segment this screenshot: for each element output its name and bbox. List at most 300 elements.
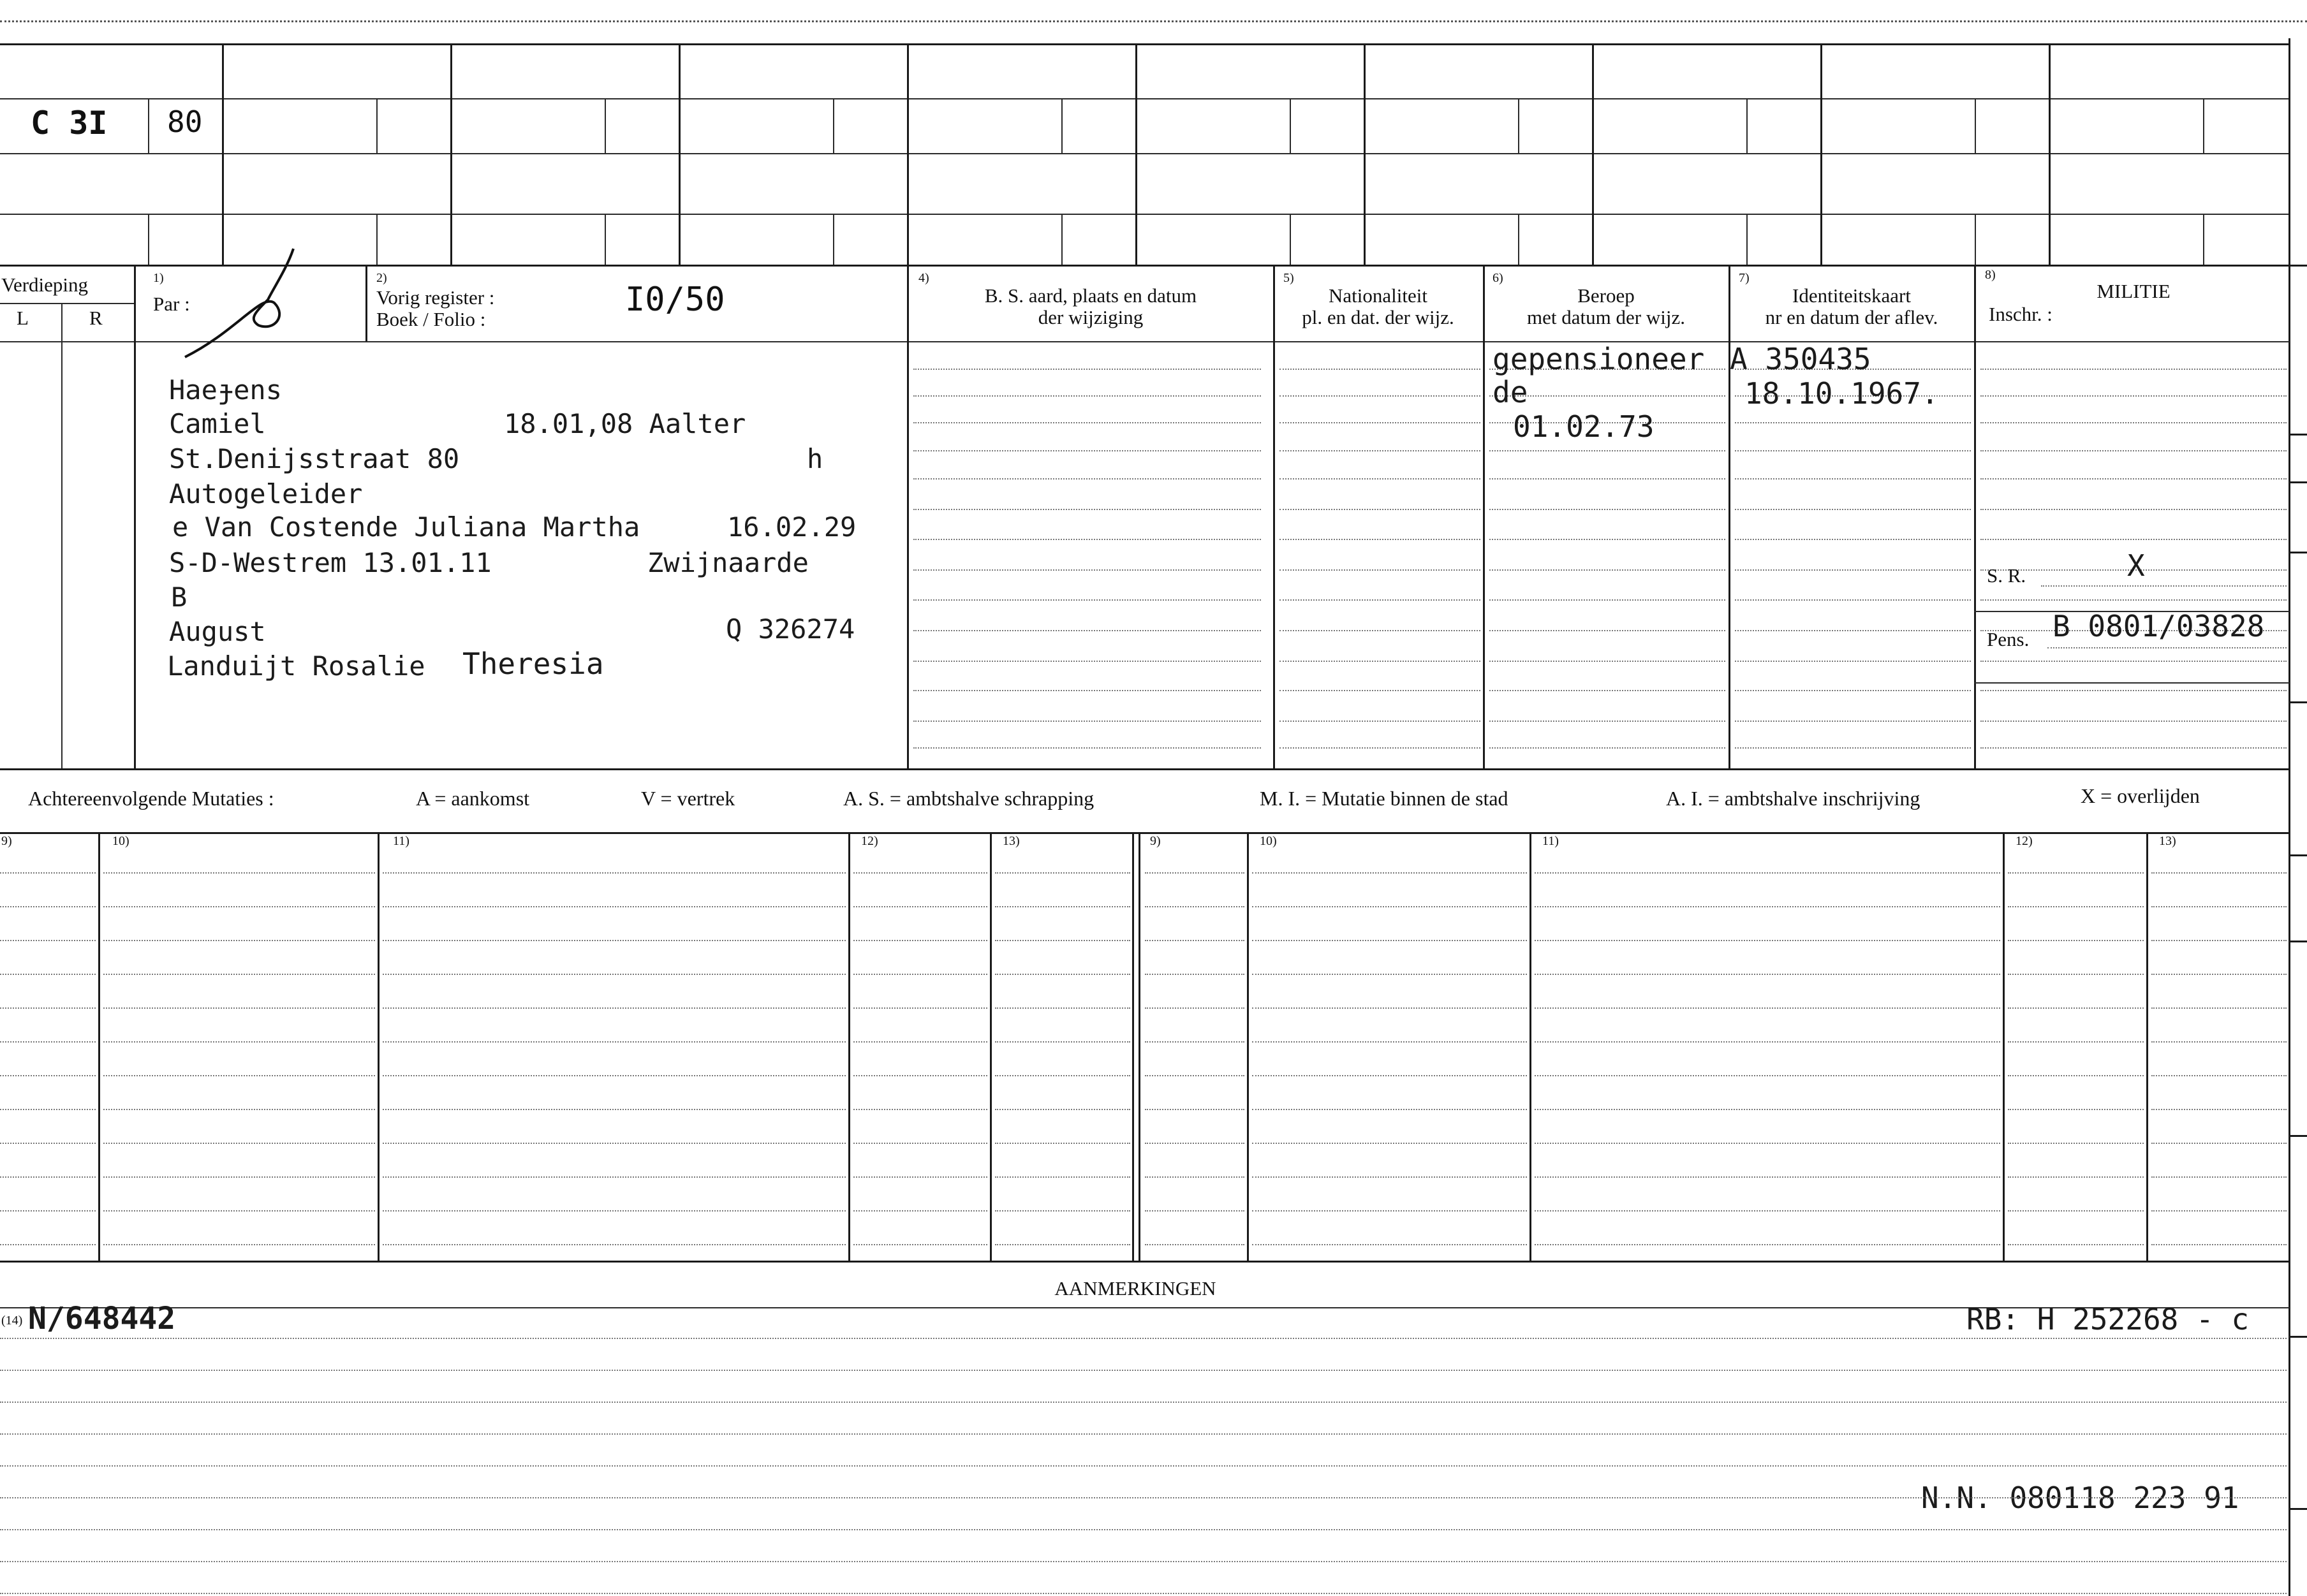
mutation-row-line <box>1145 1210 1244 1212</box>
col-divider <box>907 265 909 770</box>
mutation-row-line <box>1535 1109 2000 1110</box>
col-divider <box>365 265 367 341</box>
mutation-row-line <box>103 1210 375 1212</box>
remark-row-line <box>0 1497 2287 1498</box>
mutation-row-line <box>2008 906 2144 907</box>
mutation-row-line <box>1145 906 1244 907</box>
col4-number: 4) <box>918 271 929 285</box>
mutation-row-line <box>1535 1007 2000 1009</box>
mutation-row-line <box>103 1244 375 1245</box>
mutation-row-line <box>383 872 846 874</box>
grid-divider <box>679 43 681 265</box>
mutation-row-line <box>2151 1007 2287 1009</box>
grid-divider <box>2049 43 2051 265</box>
mutation-row-line <box>2151 940 2287 941</box>
mutation-row-line <box>103 974 375 975</box>
entry-row-line <box>1735 478 1971 480</box>
mutation-row-line <box>995 906 1130 907</box>
mutation-row-line <box>2151 1041 2287 1043</box>
grid-divider <box>450 43 452 265</box>
mutation-row-line <box>0 940 96 941</box>
top-grid-line <box>0 214 2290 215</box>
mut-col13b: 13) <box>2159 834 2176 848</box>
col6-number: 6) <box>1493 271 1503 285</box>
grid-subdivider <box>2203 98 2204 153</box>
remark-row-line <box>0 1370 2287 1371</box>
top-grid-line <box>0 153 2290 154</box>
mutation-row-line <box>1145 974 1244 975</box>
entry-row-line <box>1980 721 2287 722</box>
bs-label-2: der wijziging <box>1038 306 1144 328</box>
grid-subdivider <box>1975 98 1976 153</box>
card-code: C 3I <box>31 105 108 142</box>
handwritten-mark <box>179 242 306 370</box>
edge-tick <box>2290 434 2307 436</box>
mutation-row-line <box>995 1210 1130 1212</box>
mut-col-divider <box>98 832 100 1261</box>
father-name: August <box>169 616 266 647</box>
mutation-row-line <box>1252 1176 1527 1178</box>
person-address-mark: h <box>807 443 823 474</box>
mutation-row-line <box>1535 1075 2000 1076</box>
entry-row-line <box>913 721 1261 722</box>
header-row-line <box>0 341 2290 342</box>
mutation-row-line <box>2151 906 2287 907</box>
entry-row-line <box>913 569 1261 571</box>
entry-row-line <box>1279 509 1480 510</box>
grid-divider <box>1364 43 1366 265</box>
col-divider <box>1273 265 1275 770</box>
grid-divider <box>907 43 909 265</box>
entry-row-line <box>1735 721 1971 722</box>
top-grid-line <box>0 98 2290 99</box>
mutation-row-line <box>1145 1143 1244 1144</box>
mutation-row-line <box>0 1176 96 1178</box>
mutation-row-line <box>383 1007 846 1009</box>
mutation-row-line <box>2008 1075 2144 1076</box>
mutation-row-line <box>2008 1244 2144 1245</box>
aanmerkingen-num: (14) <box>1 1314 23 1328</box>
mutation-row-line <box>0 1210 96 1212</box>
mutation-row-line <box>995 1176 1130 1178</box>
entry-row-line <box>1489 539 1725 540</box>
edge-tick <box>2290 1508 2307 1510</box>
remark-row-line <box>0 1433 2287 1435</box>
remark-row-line <box>0 1529 2287 1530</box>
mut-col-divider <box>1132 832 1134 1261</box>
mutation-row-line <box>2151 872 2287 874</box>
beroep-label-1: Beroep <box>1577 284 1635 307</box>
edge-tick <box>2290 941 2307 942</box>
entry-row-line <box>1489 478 1725 480</box>
top-edge <box>0 20 2307 22</box>
mutation-row-line <box>0 872 96 874</box>
mutation-row-line <box>1252 1244 1527 1245</box>
mut-col9: 9) <box>1 834 12 848</box>
spouse-date: 16.02.29 <box>727 511 857 543</box>
mutation-row-line <box>2008 872 2144 874</box>
mother-name-extra: Theresia <box>462 647 604 681</box>
mutation-row-line <box>383 1210 846 1212</box>
edge-tick <box>2290 854 2307 856</box>
grid-divider <box>222 43 224 265</box>
remark-row-line <box>0 1465 2287 1467</box>
id-number: Q 326274 <box>726 613 855 645</box>
mutation-row-line <box>2151 1244 2287 1245</box>
mut-col-divider <box>378 832 380 1261</box>
legend-x: X = overlijden <box>2081 784 2200 807</box>
legend-ai: A. I. = ambtshalve inschrijving <box>1666 787 1920 810</box>
mutation-row-line <box>1535 1143 2000 1144</box>
mut-col-divider <box>990 832 992 1261</box>
aanmerkingen-line <box>0 1307 2290 1308</box>
par-label: Par : <box>153 293 190 315</box>
beroep-value-2: de <box>1493 375 1528 409</box>
col5-number: 5) <box>1283 271 1294 285</box>
mutation-row-line <box>2008 1143 2144 1144</box>
entry-row-line <box>1279 369 1480 370</box>
mut-col9b: 9) <box>1150 834 1161 848</box>
person-address: St.Denijsstraat 80 <box>169 443 460 474</box>
aanmerkingen-title: AANMERKINGEN <box>1054 1277 1216 1299</box>
person-surname: Haeɟens <box>169 374 283 406</box>
mut-col12: 12) <box>861 834 878 848</box>
mutation-row-line <box>0 1007 96 1009</box>
grid-subdivider <box>1290 214 1291 265</box>
entry-row-line <box>913 539 1261 540</box>
mutation-row-line <box>0 1041 96 1043</box>
grid-subdivider <box>148 214 149 265</box>
mutation-row-line <box>103 1007 375 1009</box>
identiteitskaart-label-2: nr en datum der aflev. <box>1765 306 1938 328</box>
mutation-row-line <box>2151 974 2287 975</box>
mutation-row-line <box>1252 940 1527 941</box>
col-divider <box>1974 265 1976 770</box>
mutation-row-line <box>2151 1176 2287 1178</box>
spouse-place2: Zwijnaarde <box>647 547 809 578</box>
grid-subdivider <box>376 98 378 153</box>
mutation-row-line <box>853 1109 987 1110</box>
grid-subdivider <box>376 214 378 265</box>
entry-row-line <box>1980 369 2287 370</box>
national-number: N.N. 080118 223 91 <box>1921 1481 2239 1515</box>
entry-row-line <box>913 478 1261 480</box>
legend-as: A. S. = ambtshalve schrapping <box>843 787 1095 810</box>
boek-folio-label: Boek / Folio : <box>376 308 486 330</box>
mutation-row-line <box>1145 1109 1244 1110</box>
mut-col10: 10) <box>112 834 129 848</box>
grid-subdivider <box>1518 98 1519 153</box>
entry-row-line <box>1489 661 1725 662</box>
grid-divider <box>1820 43 1822 265</box>
entry-row-line <box>1279 630 1480 631</box>
beroep-value-1: gepensioneer <box>1493 342 1705 376</box>
person-firstname: Camiel <box>169 408 266 439</box>
entry-row-line <box>1735 539 1971 540</box>
mut-col-divider <box>1139 832 1140 1261</box>
mut-col10b: 10) <box>1260 834 1277 848</box>
mutation-row-line <box>2008 1041 2144 1043</box>
mutation-row-line <box>383 1143 846 1144</box>
mutation-row-line <box>2151 1210 2287 1212</box>
mutation-row-line <box>383 1176 846 1178</box>
mutation-row-line <box>383 940 846 941</box>
mut-col-divider <box>2003 832 2005 1261</box>
mutation-row-line <box>0 906 96 907</box>
mut-col-divider <box>1247 832 1249 1261</box>
entry-row-line <box>1279 539 1480 540</box>
mutation-row-line <box>2151 1075 2287 1076</box>
mut-col13: 13) <box>1003 834 1020 848</box>
mutation-row-line <box>0 1143 96 1144</box>
sr-value: X <box>2127 548 2145 583</box>
entry-row-line <box>1735 599 1971 601</box>
entry-row-line <box>913 661 1261 662</box>
mutation-row-line <box>2008 1007 2144 1009</box>
sr-label: S. R. <box>1987 564 2026 587</box>
mut-col12b: 12) <box>2016 834 2033 848</box>
entry-row-line <box>1735 630 1971 631</box>
mutation-row-line <box>1252 1041 1527 1043</box>
mutation-row-line <box>103 906 375 907</box>
mutation-row-line <box>2008 940 2144 941</box>
mutation-row-line <box>2151 1143 2287 1144</box>
entry-row-line <box>913 599 1261 601</box>
entry-row-line <box>1980 539 2287 540</box>
mutaties-bottom-line <box>0 1261 2290 1263</box>
aanmerkingen-right: RB: H 252268 - c <box>1966 1302 2250 1336</box>
mutation-row-line <box>103 1041 375 1043</box>
entry-row-line <box>913 422 1261 423</box>
grid-divider <box>1592 43 1594 265</box>
mutation-row-line <box>0 974 96 975</box>
entry-row-line <box>1279 721 1480 722</box>
entry-row-line <box>1980 509 2287 510</box>
mutation-row-line <box>995 940 1130 941</box>
col-divider <box>134 265 136 770</box>
grid-subdivider <box>605 98 606 153</box>
entry-row-line <box>1980 395 2287 397</box>
mutation-row-line <box>1535 1244 2000 1245</box>
mutaties-grid-top <box>0 832 2290 834</box>
id-card-number: A 350435 <box>1730 342 1871 376</box>
entry-row-line <box>913 690 1261 691</box>
mutation-row-line <box>103 1075 375 1076</box>
mutation-row-line <box>103 1176 375 1178</box>
grid-subdivider <box>1518 214 1519 265</box>
mutation-row-line <box>853 1075 987 1076</box>
entry-row-line <box>913 509 1261 510</box>
entry-row-line <box>1489 599 1725 601</box>
person-occupation: Autogeleider <box>169 478 363 509</box>
entry-row-line <box>1489 450 1725 451</box>
edge-tick <box>2290 1336 2307 1338</box>
spouse-name: e Van Costende Juliana Martha <box>172 511 640 543</box>
grid-subdivider <box>148 98 149 153</box>
entry-row-line <box>1735 661 1971 662</box>
mutation-row-line <box>1252 1210 1527 1212</box>
remark-row-line <box>0 1402 2287 1403</box>
militie-line <box>1974 682 2290 684</box>
mutation-row-line <box>1535 1176 2000 1178</box>
mutation-row-line <box>853 1007 987 1009</box>
militie-label: MILITIE <box>2097 280 2171 302</box>
entry-row-line <box>913 747 1261 749</box>
sr-dotline <box>2041 585 2287 587</box>
person-code-b: B <box>171 582 188 613</box>
mutation-row-line <box>2008 974 2144 975</box>
entry-row-line <box>913 630 1261 631</box>
grid-subdivider <box>1746 214 1748 265</box>
entry-row-line <box>1735 450 1971 451</box>
entry-row-line <box>1980 599 2287 601</box>
mut-col-divider <box>2146 832 2148 1261</box>
mutation-row-line <box>103 1109 375 1110</box>
mutation-row-line <box>1145 872 1244 874</box>
mutation-row-line <box>383 974 846 975</box>
edge-tick <box>2290 552 2307 553</box>
mutation-row-line <box>383 1075 846 1076</box>
entry-row-line <box>1489 721 1725 722</box>
grid-subdivider <box>833 98 834 153</box>
mutation-row-line <box>103 940 375 941</box>
mutation-row-line <box>995 872 1130 874</box>
mutation-row-line <box>853 1176 987 1178</box>
mutation-row-line <box>995 974 1130 975</box>
mutation-row-line <box>995 1244 1130 1245</box>
mutation-row-line <box>1535 906 2000 907</box>
top-grid-line <box>0 265 2307 267</box>
entry-row-line <box>1980 661 2287 662</box>
entry-row-line <box>1980 422 2287 423</box>
mutation-row-line <box>1145 1041 1244 1043</box>
card-number: 80 <box>167 105 203 139</box>
aanmerkingen-left: N/648442 <box>28 1301 176 1336</box>
mutation-row-line <box>1252 974 1527 975</box>
legend-v: V = vertrek <box>641 787 735 810</box>
col7-number: 7) <box>1739 271 1750 285</box>
mutation-row-line <box>1145 1007 1244 1009</box>
grid-subdivider <box>605 214 606 265</box>
mutation-row-line <box>383 1109 846 1110</box>
entry-row-line <box>1489 509 1725 510</box>
grid-subdivider <box>1975 214 1976 265</box>
col8-number: 8) <box>1985 268 1996 282</box>
header-row-line <box>0 303 134 304</box>
nationaliteit-label-1: Nationaliteit <box>1329 284 1427 307</box>
grid-subdivider <box>1746 98 1748 153</box>
col1-number: 1) <box>153 271 164 285</box>
mutation-row-line <box>0 1075 96 1076</box>
pens-value: B 0801/03828 <box>2053 609 2265 643</box>
top-grid-line <box>0 43 2290 45</box>
entry-row-line <box>1980 478 2287 480</box>
pens-dotline <box>2047 647 2287 648</box>
mutation-row-line <box>995 1109 1130 1110</box>
entry-row-line <box>1279 599 1480 601</box>
mutation-row-line <box>995 1041 1130 1043</box>
mutation-row-line <box>103 872 375 874</box>
remark-row-line <box>0 1338 2287 1339</box>
entry-row-line <box>1279 569 1480 571</box>
entry-row-line <box>913 395 1261 397</box>
col-divider <box>1728 265 1730 770</box>
entry-row-line <box>1980 690 2287 691</box>
mutaties-title: Achtereenvolgende Mutaties : <box>28 787 274 810</box>
mutation-row-line <box>1252 1075 1527 1076</box>
mutation-row-line <box>1535 872 2000 874</box>
grid-divider <box>2289 38 2290 1596</box>
mutation-row-line <box>853 872 987 874</box>
col-divider <box>61 303 63 770</box>
entry-row-line <box>1279 661 1480 662</box>
entry-row-line <box>1735 747 1971 749</box>
mutation-row-line <box>1535 974 2000 975</box>
grid-subdivider <box>833 214 834 265</box>
person-birth: 18.01,08 Aalter <box>504 408 746 439</box>
verdieping-label: Verdieping <box>1 274 89 296</box>
nationaliteit-label-2: pl. en dat. der wijz. <box>1302 306 1454 328</box>
mutation-row-line <box>1535 1210 2000 1212</box>
entry-row-line <box>1735 509 1971 510</box>
mutation-row-line <box>853 974 987 975</box>
identiteitskaart-label-1: Identiteitskaart <box>1792 284 1911 307</box>
floor-l-label: L <box>17 307 29 329</box>
mutation-row-line <box>2151 1109 2287 1110</box>
entry-row-line <box>1279 690 1480 691</box>
mutation-row-line <box>995 1007 1130 1009</box>
mutation-row-line <box>995 1143 1130 1144</box>
beroep-value-3: 01.02.73 <box>1513 409 1655 444</box>
mutation-row-line <box>2008 1210 2144 1212</box>
entry-row-line <box>1980 747 2287 749</box>
mutation-row-line <box>383 1244 846 1245</box>
mut-col11b: 11) <box>1542 834 1559 848</box>
mutation-row-line <box>853 1244 987 1245</box>
mutation-row-line <box>2008 1176 2144 1178</box>
id-card-date: 18.10.1967. <box>1744 376 1939 411</box>
inschr-label: Inschr. : <box>1989 303 2053 325</box>
pens-label: Pens. <box>1987 628 2030 650</box>
remark-row-line <box>0 1561 2287 1562</box>
grid-divider <box>1135 43 1137 265</box>
mutation-row-line <box>0 1109 96 1110</box>
col2-number: 2) <box>376 271 387 285</box>
mutation-row-line <box>853 906 987 907</box>
entry-row-line <box>1735 569 1971 571</box>
mutation-row-line <box>1252 1109 1527 1110</box>
mut-col11: 11) <box>393 834 409 848</box>
mutation-row-line <box>383 1041 846 1043</box>
mut-col-divider <box>848 832 850 1261</box>
entry-row-line <box>913 369 1261 370</box>
beroep-label-2: met datum der wijz. <box>1527 306 1685 328</box>
grid-subdivider <box>1061 214 1063 265</box>
mutation-row-line <box>853 1041 987 1043</box>
edge-tick <box>2290 481 2307 483</box>
entry-row-line <box>1279 450 1480 451</box>
entry-row-line <box>1279 395 1480 397</box>
floor-r-label: R <box>89 307 103 329</box>
mutation-row-line <box>1145 1176 1244 1178</box>
entry-row-line <box>1489 747 1725 749</box>
mutation-row-line <box>1252 872 1527 874</box>
legend-mi: M. I. = Mutatie binnen de stad <box>1260 787 1508 810</box>
entry-row-line <box>1279 478 1480 480</box>
mutation-row-line <box>1252 1007 1527 1009</box>
mutation-row-line <box>103 1143 375 1144</box>
mutation-row-line <box>1145 1075 1244 1076</box>
